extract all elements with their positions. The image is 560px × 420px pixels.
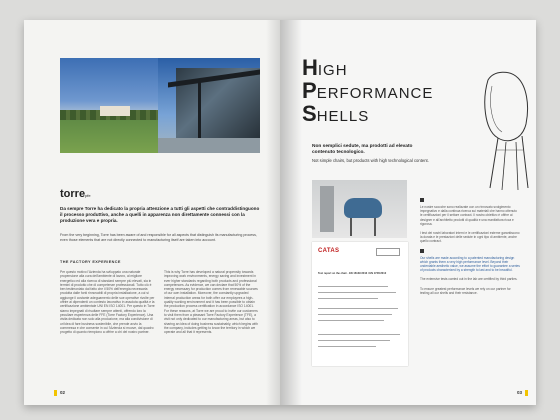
chair-sketch-illustration xyxy=(478,60,534,200)
test-certificate-document xyxy=(312,242,408,366)
certificate-title: Test report on the chair - EN 16139:2013 / EN 1728:2012 xyxy=(318,272,387,275)
bullet-square xyxy=(420,198,424,202)
subtitle-english: Not simple chairs, but products with high technological content. xyxy=(312,158,429,163)
chair-testing-photo xyxy=(312,180,407,238)
logo-suffix: pfe xyxy=(85,193,91,198)
title-line-performance: PERFORMANCE xyxy=(302,78,434,103)
intro-italian: Da sempre Torre ha dedicato la propria attenzione a tutti gli aspetti che contraddistinguono il processo produttivo, anche a quelli in apparenza non direttamente connessi con la produzione vera e propria. xyxy=(60,206,260,223)
glass-pavilion-photo xyxy=(158,58,260,153)
page-title xyxy=(302,55,434,127)
body-column-english: This is why Torre has developed a natural propensity towards improving work environments, energy saving and investment in ever higher standards regarding both products and professional competences. As evidence, we can declare that 50% of the energy necessary for production comes from renewable sources of our own installation. Moreover, the constantly upgraded internal production areas for both offer our employees a high-quality working environment and it has been possible to obtain the production process certification in accordance ISO 14001. For these reasons, at Torre we are proud to invite our customers to visit them from a pleasant Torre Factory Experience (TFE), a visit not only dedicated to our manufacturing areas, but also to sharing an idea of doing business sustainably, which begins with the company, includes getting to know the territory in which we operate and all that it represents. xyxy=(164,270,258,335)
section-title: THE FACTORY EXPERIENCE xyxy=(60,260,121,264)
paragraph-1: Le nostre scocche sono realizzate con un rinnovato svolgimento impegnativo e dalla continua ricerca sui materiali che hanno ottenuto le certificazioni per il settore contract. Il nostro obiettivo è offrire ai designer e all'architetto prodotti di qualità e una manifattura ricca e rigorosa. xyxy=(420,205,517,226)
paragraph-4: The extensive tests carried out in the lab are certified by third parties. xyxy=(420,277,518,282)
catas-logo: CATAS xyxy=(318,248,340,254)
stamp-box xyxy=(376,248,400,256)
subtitle-italian: Non semplici sedute, ma prodotti ad elevato contenuto tecnologico. xyxy=(312,144,413,155)
paragraph-2: I test dei nostri laboratori interni e le certificazioni esterne garantiscono la durata e le prestazioni delle sedute in ogni tipo di ambiente, anche quello contract. xyxy=(420,231,520,244)
text-column xyxy=(420,198,520,300)
paragraph-3: Our shells are made according to a patented manufacturing design which grants them a very high performance level. Beyond their undeniable aesthetic value, we assume the effort to guarantee a series of products characterized by a strength to last and to be beautiful. xyxy=(420,255,520,273)
title-line-high: HIGH xyxy=(302,55,348,80)
factory-landscape-photo xyxy=(60,58,158,153)
intro-english: From the very beginning, Torre has been aware of and responsible for all aspects that distinguish its manufacturing process, even those elements that are not directly connected to manufacturing itself are taken into account. xyxy=(60,233,257,242)
paragraph-5: To ensure greatest performance levels we rely on our partner for testing all our shells and their resistance. xyxy=(420,286,511,295)
torre-logo xyxy=(60,188,91,200)
magazine-spread xyxy=(24,20,536,405)
title-line-shells: SHELLS xyxy=(302,101,370,126)
right-page xyxy=(280,20,536,405)
logo-text: torre xyxy=(60,188,86,200)
bullet-square xyxy=(420,249,424,253)
photo-strip xyxy=(60,58,260,153)
body-column-italian: Per questo motivo l'Azienda ha sviluppato una naturale propensione alla cura dell'ambiente di lavoro, al migliore energetico ed alla ricerca di standard sempre più elevati, sia in termini di prodotto che di competenze professionali. Tutto ciò è ben testimoniato dal fatto che il 50% dell'energia necessaria prodotta dalle fonti rinnovabili di propria installazione, a cui si aggiunge il costante adeguamento delle sue operative rivolte per offrire ai dipendenti un contesto lavorativo in assoluta qualità e la certificazione ambientale UNI EN ISO 14001. Per questo in Torre siamo impegnati di risultare sempre attenti, offrendo loro la peculiare esperienza delle FFE (Torre Factory Experience). Una visita dedicata non solo alla produzione, ma alla condivisione di un'idea di fare business sostenibile, che prende avvio la commessa e che consente in cui l'Azienda si muove, dal quadro progetto di quanto riempiono a offrire a chi del nostro partner. xyxy=(60,270,155,335)
left-page xyxy=(24,20,280,405)
page-number-right: 03 xyxy=(516,390,522,395)
page-number-left: 02 xyxy=(60,390,66,395)
